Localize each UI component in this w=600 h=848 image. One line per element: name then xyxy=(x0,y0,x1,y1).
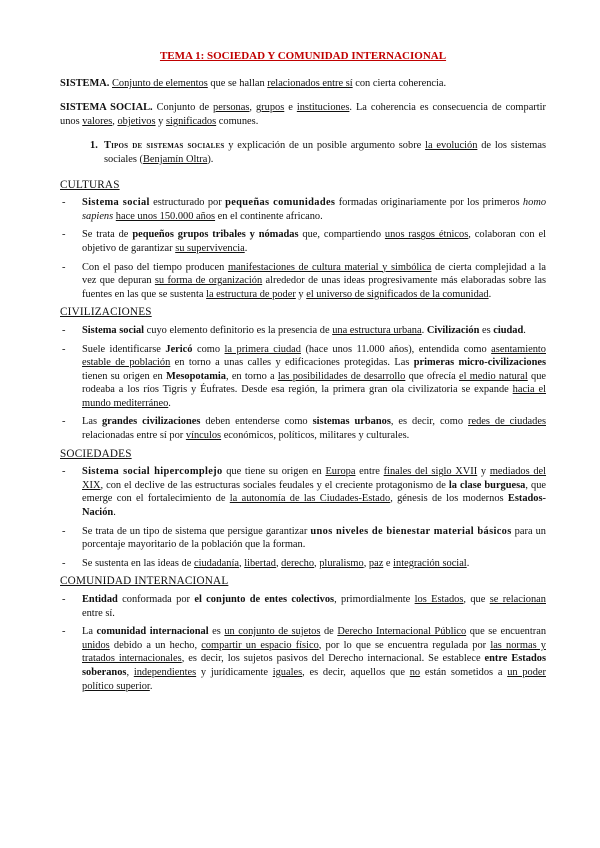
document-page xyxy=(60,50,546,698)
list-item: - Se sustenta en las ideas de ciudadanía, libertad, derecho, pluralismo, paz e integración social. xyxy=(62,557,470,569)
list-item: - Sistema social hipercomplejo que tiene su origen en Europa entre finales del siglo XVII y mediados del XIX, con el declive de las estructuras sociales feudales y el creciente protagonismo de la clase burguesa, que emerge con el fortalecimiento de la autonomía de las Ciudades-Estado, génesis de los modernos Estados-Nación. xyxy=(62,466,547,519)
page-title: TEMA 1: SOCIEDAD Y COMUNIDAD INTERNACIONAL xyxy=(159,50,447,62)
numbered-heading-1: 1. Tipos de sistemas sociales y explicación de un posible argumento sobre la evolución de los sistemas sociales (Benjamín Oltra). xyxy=(90,140,546,165)
list-item: - Se trata de pequeños grupos tribales y nómadas que, compartiendo unos rasgos étnicos, colaboran con el objetivo de garantizar su supervivencia. xyxy=(62,229,546,254)
list-item: - Las grandes civilizaciones deben entenderse como sistemas urbanos, es decir, como redes de ciudades relacionadas entre sí por vínculos económicos, políticos, militares y culturales. xyxy=(62,416,546,442)
section-heading-civilizaciones: CIVILIZACIONES xyxy=(60,306,152,319)
definition-sistema: SISTEMA. Conjunto de elementos que se hallan relacionados entre sí con cierta coherencia. xyxy=(60,77,447,89)
list-number: 1. xyxy=(90,140,98,152)
list-item: - Entidad conformada por el conjunto de entes colectivos, primordialmente los Estados, que se relacionan entre sí. xyxy=(62,594,546,619)
definition-sistema-social: SISTEMA SOCIAL. Conjunto de personas, grupos e instituciones. La coherencia es consecuencia de compartir unos valores, objetivos y significados comunes. xyxy=(60,102,547,127)
section-heading-comunidad-internacional: COMUNIDAD INTERNACIONAL xyxy=(60,575,229,588)
section-heading-culturas: CULTURAS xyxy=(60,178,120,191)
list-item: - Se trata de un tipo de sistema que persigue garantizar unos niveles de bienestar material básicos para un porcentaje mayoritario de la población que la forman. xyxy=(62,525,546,551)
list-item: - Suele identificarse Jericó como la primera ciudad (hace unos 11.000 años), entendida como asentamiento estable de población en torno a unas calles y edificaciones protegidas. Las primeras micro-civilizaciones tienen su origen en Mesopotamia, en torno a las posibilidades de desarrollo que ofrecía el medio natural que rodeaba a los ríos Tigris y Éufrates. Desde esa región, la primera gran ola civilizatoria se expande hacia el mundo mediterráneo. xyxy=(62,343,547,409)
list-item: - Sistema social estructurado por pequeñas comunidades formadas originariamente por los primeros homo sapiens hace unos 150.000 años en el continente africano. xyxy=(62,197,547,222)
list-item: - Con el paso del tiempo producen manifestaciones de cultura material y simbólica de cierta complejidad a la vez que depuran su forma de organización alrededor de unas ideas progresivamente más elaboradas sobre las fuentes en las que se sustenta la estructura de poder y el universo de significados de la comunidad. xyxy=(62,261,547,300)
list-item: - La comunidad internacional es un conjunto de sujetos de Derecho Internacional Público que se encuentran unidos debido a un hecho, compartir un espacio físico, por lo que se encuentra regulada por las normas y tratados internacionales, es decir, los sujetos pasivos del Derecho internacional. Se establece entre Estados soberanos, independientes y jurídicamente iguales, es decir, aquellos que no están sometidos a un poder político superior. xyxy=(62,626,547,692)
section-heading-sociedades: SOCIEDADES xyxy=(60,447,132,460)
list-item: - Sistema social cuyo elemento definitorio es la presencia de una estructura urbana. Civilización es ciudad. xyxy=(62,324,526,336)
